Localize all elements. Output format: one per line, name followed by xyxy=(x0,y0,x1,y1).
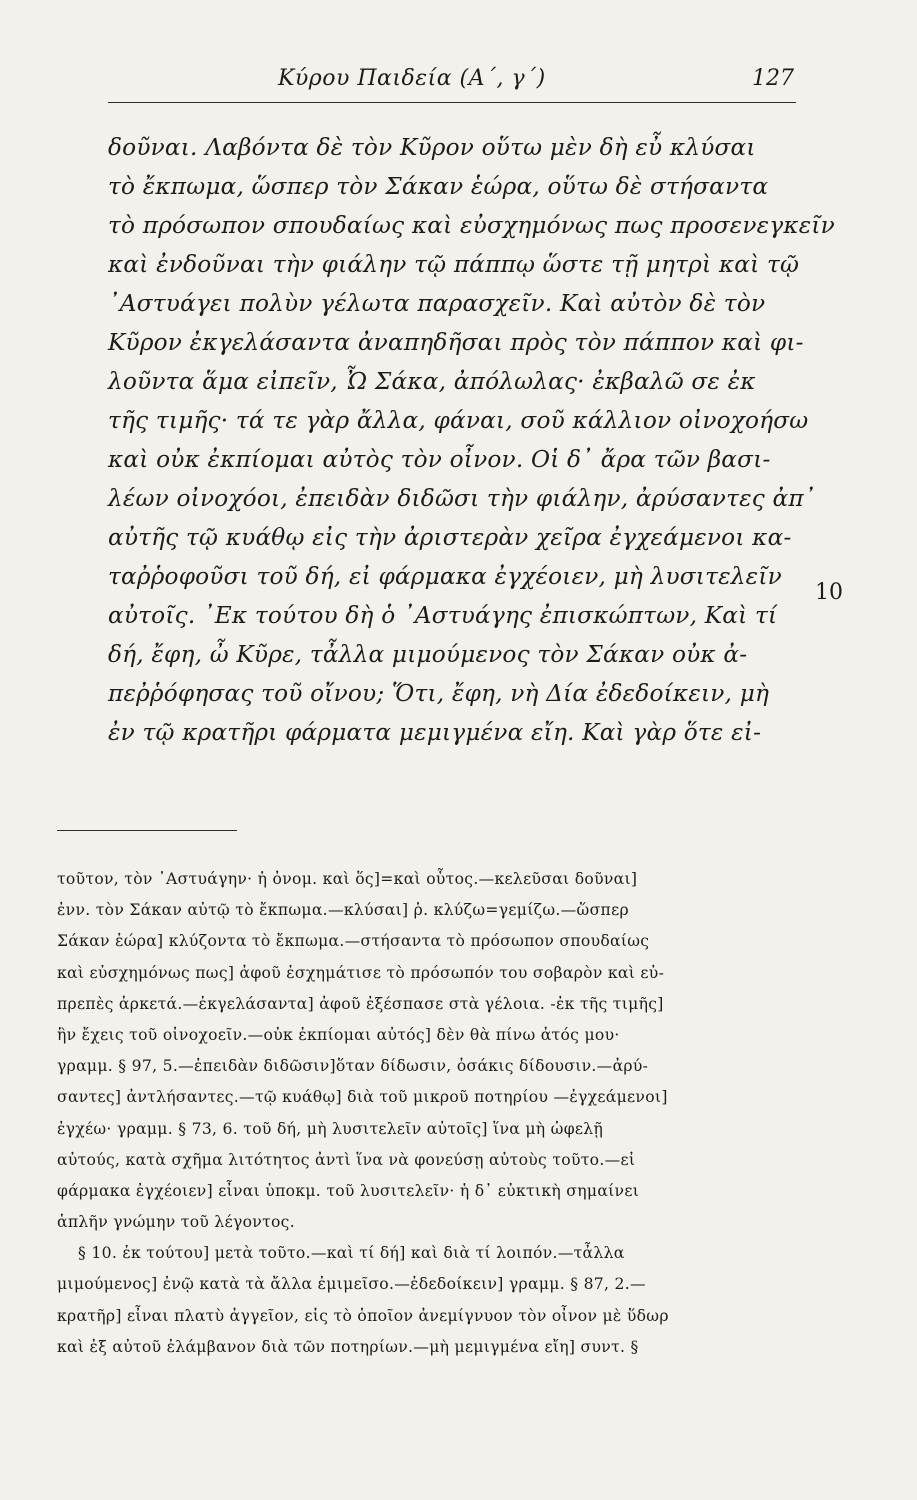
text-line: ᾿Αστυάγει πολὺν γέλωτα παρασχεῖν. Καὶ αὐτὸν δὲ τὸν xyxy=(108,290,766,317)
text-line: τὸ ἔκπωμα, ὥσπερ τὸν Σάκαν ἑώρα, οὕτω δὲ στήσαντα xyxy=(108,173,769,200)
text-line: καὶ ἐνδοῦναι τὴν φιάλην τῷ πάππῳ ὥστε τῇ μητρὶ καὶ τῷ xyxy=(108,251,800,278)
page-number: 127 xyxy=(752,66,794,91)
line-number: 10 xyxy=(815,580,843,605)
note-line: ἁπλῆν γνώμην τοῦ λέγοντος. xyxy=(57,1213,295,1232)
note-line: κρατῆρ] εἶναι πλατὺ ἀγγεῖον, εἰς τὸ ὁποῖον ἀνεμίγνυον τὸν οἶνον μὲ ὕδωρ xyxy=(57,1306,669,1325)
note-line: πρεπὲς ἀρκετά.—ἐκγελάσαντα] ἀφοῦ ἐξέσπασε στὰ γέλοια. -ἐκ τῆς τιμῆς] xyxy=(57,994,664,1013)
note-line: ἐγχέω· γραμμ. § 73, 6. τοῦ δή, μὴ λυσιτελεῖν αὐτοῖς] ἵνα μὴ ὠφελῇ xyxy=(57,1119,604,1138)
note-line: καὶ ἐξ αὐτοῦ ἐλάμβανον διὰ τῶν ποτηρίων.—μὴ μεμιγμένα εἴη] συντ. § xyxy=(57,1337,639,1356)
note-line: ἐνν. τὸν Σάκαν αὐτῷ τὸ ἔκπωμα.—κλύσαι] ῥ. κλύζω=γεμίζω.—ὥσπερ xyxy=(57,901,629,920)
note-line: σαντες] ἀντλήσαντες.—τῷ κυάθῳ] διὰ τοῦ μικροῦ ποτηρίου —ἐγχεάμενοι] xyxy=(57,1088,668,1107)
text-line: αὐτοῖς. ᾿Εκ τούτου δὴ ὁ ᾿Αστυάγης ἐπισκώπτων, Καὶ τί xyxy=(108,602,778,629)
note-line: τοῦτον, τὸν ᾿Αστυάγην· ἡ ὀνομ. καὶ ὅς]=καὶ οὗτος.—κελεῦσαι δοῦναι] xyxy=(57,870,638,888)
text-line: ταῤῥοφοῦσι τοῦ δή, εἰ φάρμακα ἐγχέοιεν, μὴ λυσιτελεῖν xyxy=(108,563,782,590)
footnote-rule xyxy=(57,830,237,831)
text-line: Κῦρον ἐκγελάσαντα ἀναπηδῆσαι πρὸς τὸν πάππον καὶ φι- xyxy=(108,329,804,356)
text-line: αὐτῆς τῷ κυάθῳ εἰς τὴν ἀριστερὰν χεῖρα ἐγχεάμενοι κα- xyxy=(108,524,792,551)
note-line: καὶ εὐσχημόνως πως] ἀφοῦ ἐσχημάτισε τὸ πρόσωπόν του σοβαρὸν καὶ εὐ- xyxy=(57,963,665,982)
note-line: § 10. ἐκ τούτου] μετὰ τοῦτο.—καὶ τί δή] καὶ διὰ τί λοιπόν.—τἆλλα xyxy=(57,1244,625,1263)
note-line: ἣν ἔχεις τοῦ οἰνοχοεῖν.—οὐκ ἐκπίομαι αὐτός] δὲν θὰ πίνω ἀτός μου· xyxy=(57,1025,620,1044)
note-line: αὐτούς, κατὰ σχῆμα λιτότητος ἀντὶ ἵνα νὰ φονεύσῃ αὐτοὺς τοῦτο.—εἰ xyxy=(57,1150,636,1169)
text-line: τὸ πρόσωπον σπουδαίως καὶ εὐσχημόνως πως προσενεγκεῖν xyxy=(108,212,835,239)
page-header xyxy=(108,62,796,103)
text-line: ἐν τῷ κρατῆρι φάρματα μεμιγμένα εἴη. Καὶ γὰρ ὅτε εἰ- xyxy=(108,719,762,746)
running-title: Κύρου Παιδεία (Α΄, γ΄) xyxy=(278,66,546,91)
text-line: πεῤῥόφησας τοῦ οἴνου; Ὅτι, ἔφη, νὴ Δία ἐδεδοίκειν, μὴ xyxy=(108,680,770,707)
text-line: τῆς τιμῆς· τά τε γὰρ ἄλλα, φάναι, σοῦ κάλλιον οἰνοχοήσω xyxy=(108,407,809,434)
text-line: καὶ οὐκ ἐκπίομαι αὐτὸς τὸν οἶνον. Οἱ δ᾿ ἄρα τῶν βασι- xyxy=(108,446,771,473)
note-line: Σάκαν ἑώρα] κλύζοντα τὸ ἔκπωμα.—στήσαντα τὸ πρόσωπον σπουδαίως xyxy=(57,932,650,951)
text-line: δή, ἔφη, ὦ Κῦρε, τἆλλα μιμούμενος τὸν Σάκαν οὐκ ἀ- xyxy=(108,641,748,668)
footnotes xyxy=(57,864,827,1363)
note-line: γραμμ. § 97, 5.—ἐπειδὰν διδῶσιν]ὅταν δίδωσιν, ὁσάκις δίδουσιν.—ἀρύ- xyxy=(57,1057,649,1076)
text-line: δοῦναι. Λαβόντα δὲ τὸν Κῦρον οὕτω μὲν δὴ εὖ κλύσαι xyxy=(108,134,756,161)
note-line: φάρμακα ἐγχέοιεν] εἶναι ὑποκμ. τοῦ λυσιτελεῖν· ἡ δ᾿ εὐκτικὴ σημαίνει xyxy=(57,1181,640,1200)
text-line: λέων οἰνοχόοι, ἐπειδὰν διδῶσι τὴν φιάλην, ἀρύσαντες ἀπ᾿ xyxy=(108,485,816,512)
text-line: λοῦντα ἅμα εἰπεῖν, Ὦ Σάκα, ἀπόλωλας· ἐκβαλῶ σε ἐκ xyxy=(108,368,756,395)
note-line: μιμούμενος] ἐνῷ κατὰ τὰ ἄλλα ἐμιμεῖσο.—ἐδεδοίκειν] γραμμ. § 87, 2.— xyxy=(57,1275,646,1294)
